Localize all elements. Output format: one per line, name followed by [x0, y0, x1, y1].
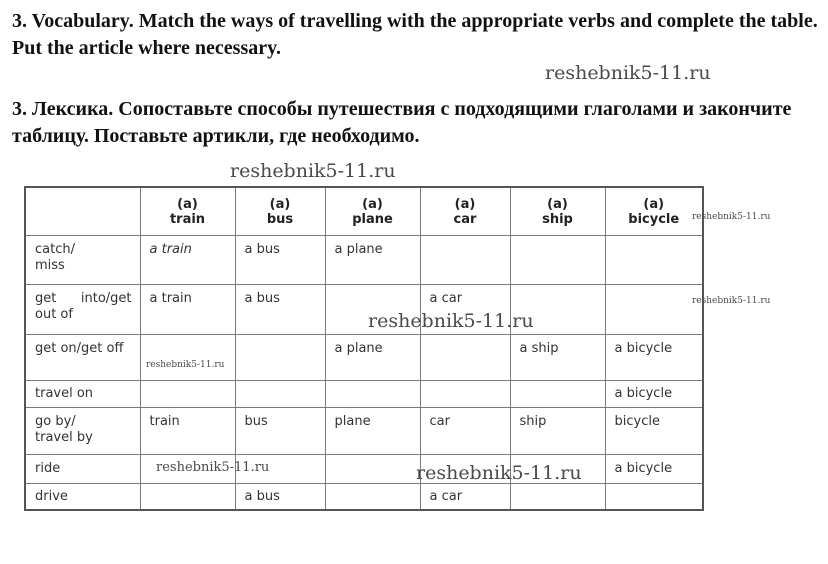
watermark: reshebnik5-11.ru: [368, 310, 534, 332]
watermark: reshebnik5-11.ru: [692, 212, 771, 222]
table-row: [25, 455, 703, 484]
verb-cell: drive: [25, 484, 140, 511]
verb-cell: catch/ miss: [25, 236, 140, 285]
table-cell: [325, 484, 420, 511]
table-row: [25, 285, 703, 335]
table-cell: [605, 236, 703, 285]
watermark: reshebnik5-11.ru: [146, 360, 225, 370]
table-cell: a plane: [325, 236, 420, 285]
table-row: [25, 484, 703, 511]
table-cell: a train: [140, 285, 235, 335]
verb-cell: ride: [25, 455, 140, 484]
table-cell: [605, 285, 703, 335]
verb-cell: go by/ travel by: [25, 408, 140, 455]
table-cell: [325, 381, 420, 408]
table-cell: bus: [235, 408, 325, 455]
table-row: [25, 236, 703, 285]
header-plane: (a) plane: [325, 187, 420, 236]
table-cell: [325, 455, 420, 484]
table-cell: plane: [325, 408, 420, 455]
table-cell: bicycle: [605, 408, 703, 455]
header-bicycle: (a) bicycle: [605, 187, 703, 236]
table-row: [25, 335, 703, 381]
table-cell: car: [420, 408, 510, 455]
header-car: (a) car: [420, 187, 510, 236]
table-cell: a bus: [235, 484, 325, 511]
header-bus: (a) bus: [235, 187, 325, 236]
table-row: [25, 408, 703, 455]
table-cell: a bicycle: [605, 335, 703, 381]
table-cell: a ship: [510, 335, 605, 381]
watermark: reshebnik5-11.ru: [156, 460, 270, 475]
watermark: reshebnik5-11.ru: [416, 462, 582, 484]
header-ship: (a) ship: [510, 187, 605, 236]
table-header-row: [25, 187, 703, 236]
table-cell: [420, 236, 510, 285]
watermark: reshebnik5-11.ru: [545, 62, 711, 84]
verb-cell: get on/get off: [25, 335, 140, 381]
instruction-russian: 3. Лексика. Сопоставьте способы путешествия с подходящими глаголами и закончите таблицу. Поставьте артикли, где необходимо.: [12, 98, 792, 147]
table-cell: a train: [140, 236, 235, 285]
table-cell: a car: [420, 484, 510, 511]
instruction-english: 3. Vocabulary. Match the ways of travelling with the appropriate verbs and complete the table. Put the article where necessary.: [12, 10, 818, 59]
table-cell: ship: [510, 408, 605, 455]
table-cell: [420, 381, 510, 408]
watermark: reshebnik5-11.ru: [230, 160, 396, 182]
table-cell: [140, 381, 235, 408]
verb-cell: travel on: [25, 381, 140, 408]
table-cell: a car: [420, 285, 510, 335]
header-train: (a) train: [140, 187, 235, 236]
table-cell: [235, 335, 325, 381]
table-cell: [510, 484, 605, 511]
table-cell: [420, 335, 510, 381]
table-cell: [510, 381, 605, 408]
table-cell: [235, 381, 325, 408]
header-corner-cell: [25, 187, 140, 236]
verb-cell: get into/get out of: [25, 285, 140, 335]
table-cell: [605, 484, 703, 511]
table-cell: a bicycle: [605, 381, 703, 408]
vocabulary-table: [24, 186, 704, 511]
table-cell: [140, 484, 235, 511]
table-cell: [510, 236, 605, 285]
table-cell: [140, 335, 235, 381]
table-row: [25, 381, 703, 408]
table-cell: a bicycle: [605, 455, 703, 484]
table-cell: a bus: [235, 236, 325, 285]
table-cell: train: [140, 408, 235, 455]
table-cell: a bus: [235, 285, 325, 335]
watermark: reshebnik5-11.ru: [692, 296, 771, 306]
table-cell: a plane: [325, 335, 420, 381]
